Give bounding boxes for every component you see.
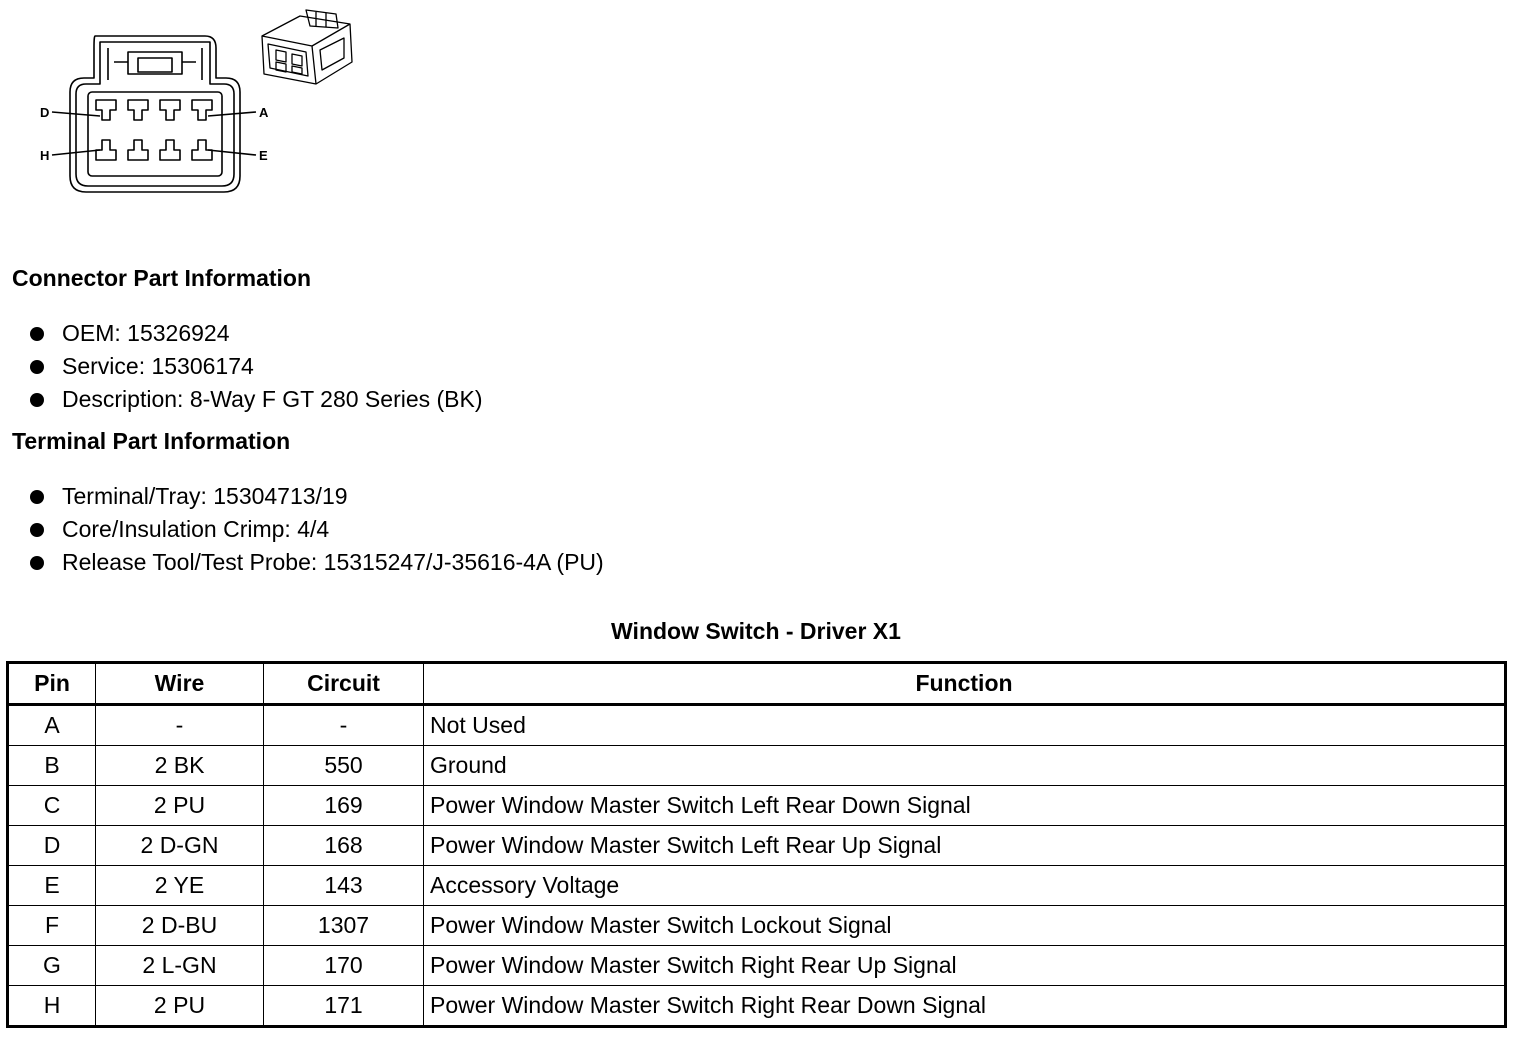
connector-iso-icon bbox=[262, 10, 352, 84]
cell-function: Power Window Master Switch Right Rear Down Signal bbox=[424, 986, 1506, 1027]
cell-pin: B bbox=[8, 746, 96, 786]
pin-label-h: H bbox=[40, 148, 50, 163]
table-row bbox=[8, 705, 1506, 746]
table-row bbox=[8, 986, 1506, 1027]
bullet-icon bbox=[30, 523, 44, 537]
table-title: Window Switch - Driver X1 bbox=[611, 618, 901, 644]
cell-wire: - bbox=[96, 705, 264, 746]
cell-function: Power Window Master Switch Left Rear Down Signal bbox=[424, 786, 1506, 826]
terminal-info-list bbox=[28, 480, 604, 579]
release-tool-text: Release Tool/Test Probe: 15315247/J-35616-4A (PU) bbox=[62, 549, 604, 575]
header-function: Function bbox=[424, 663, 1506, 705]
bullet-icon bbox=[30, 360, 44, 374]
cell-circuit: 168 bbox=[264, 826, 424, 866]
pin-label-e: E bbox=[259, 148, 268, 163]
pin-label-d: D bbox=[40, 105, 50, 120]
cell-function: Ground bbox=[424, 746, 1506, 786]
cell-wire: 2 PU bbox=[96, 786, 264, 826]
connector-service-text: Service: 15306174 bbox=[62, 353, 254, 379]
cell-pin: H bbox=[8, 986, 96, 1027]
table-row bbox=[8, 866, 1506, 906]
cell-wire: 2 L-GN bbox=[96, 946, 264, 986]
cell-circuit: 143 bbox=[264, 866, 424, 906]
cell-wire: 2 BK bbox=[96, 746, 264, 786]
crimp-text: Core/Insulation Crimp: 4/4 bbox=[62, 516, 330, 542]
cell-function: Not Used bbox=[424, 705, 1506, 746]
header-wire: Wire bbox=[96, 663, 264, 705]
cell-wire: 2 YE bbox=[96, 866, 264, 906]
cell-circuit: 169 bbox=[264, 786, 424, 826]
terminal-tray-text: Terminal/Tray: 15304713/19 bbox=[62, 483, 348, 509]
cell-circuit: 171 bbox=[264, 986, 424, 1027]
cell-pin: G bbox=[8, 946, 96, 986]
pin-label-a: A bbox=[259, 105, 269, 120]
cell-pin: E bbox=[8, 866, 96, 906]
list-item bbox=[28, 350, 483, 383]
cell-wire: 2 D-GN bbox=[96, 826, 264, 866]
table-row bbox=[8, 746, 1506, 786]
table-row bbox=[8, 906, 1506, 946]
connector-face-diagram bbox=[0, 0, 380, 220]
cell-wire: 2 D-BU bbox=[96, 906, 264, 946]
cell-circuit: 1307 bbox=[264, 906, 424, 946]
cell-circuit: 550 bbox=[264, 746, 424, 786]
table-header-row bbox=[8, 663, 1506, 705]
cell-pin: D bbox=[8, 826, 96, 866]
cell-pin: C bbox=[8, 786, 96, 826]
cell-pin: A bbox=[8, 705, 96, 746]
cell-circuit: 170 bbox=[264, 946, 424, 986]
connector-info-list bbox=[28, 317, 483, 416]
cell-function: Accessory Voltage bbox=[424, 866, 1506, 906]
terminal-section-title: Terminal Part Information bbox=[12, 428, 291, 454]
header-circuit: Circuit bbox=[264, 663, 424, 705]
list-item bbox=[28, 480, 604, 513]
bullet-icon bbox=[30, 393, 44, 407]
connector-section-title: Connector Part Information bbox=[12, 265, 312, 291]
connector-oem-text: OEM: 15326924 bbox=[62, 320, 230, 346]
bullet-icon bbox=[30, 556, 44, 570]
table-row bbox=[8, 786, 1506, 826]
pinout-table bbox=[6, 661, 1507, 1028]
bullet-icon bbox=[30, 327, 44, 341]
list-item bbox=[28, 317, 483, 350]
bullet-icon bbox=[30, 490, 44, 504]
header-pin: Pin bbox=[8, 663, 96, 705]
cell-function: Power Window Master Switch Right Rear Up Signal bbox=[424, 946, 1506, 986]
list-item bbox=[28, 513, 604, 546]
cell-wire: 2 PU bbox=[96, 986, 264, 1027]
table-row bbox=[8, 826, 1506, 866]
cell-function: Power Window Master Switch Left Rear Up Signal bbox=[424, 826, 1506, 866]
cell-pin: F bbox=[8, 906, 96, 946]
cell-circuit: - bbox=[264, 705, 424, 746]
list-item bbox=[28, 546, 604, 579]
table-row bbox=[8, 946, 1506, 986]
connector-description-text: Description: 8-Way F GT 280 Series (BK) bbox=[62, 386, 483, 412]
list-item bbox=[28, 383, 483, 416]
cell-function: Power Window Master Switch Lockout Signal bbox=[424, 906, 1506, 946]
